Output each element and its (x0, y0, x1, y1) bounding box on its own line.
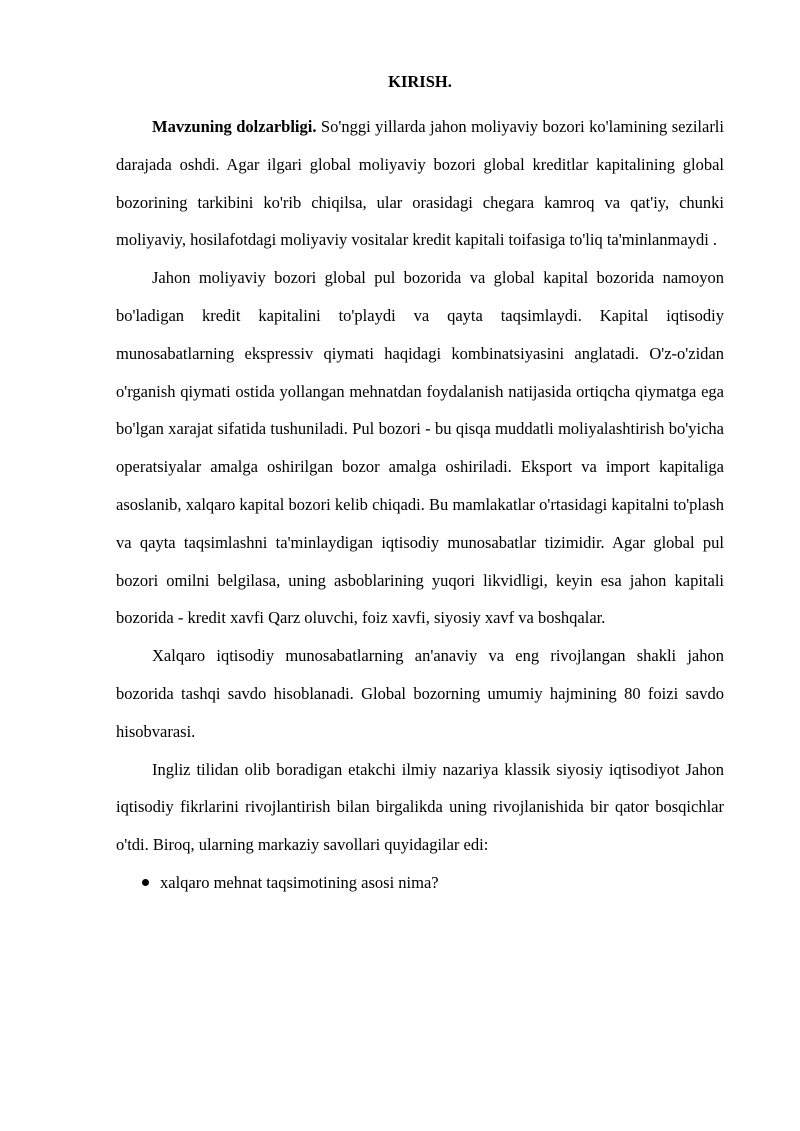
page-title: KIRISH. (388, 72, 452, 91)
paragraph-lead-heading: Mavzuning dolzarbligi. (152, 117, 317, 136)
paragraph-relevance (116, 108, 724, 259)
list-item-text: xalqaro mehnat taqsimotining asosi nima? (160, 872, 439, 892)
paragraph-classical-theory: Ingliz tilidan olib boradigan etakchi ilmiy nazariya klassik siyosiy iqtisodiyot Jahon iqtisodiy fikrlarini rivojlantirish bilan birgalikda uning rivojlanishida bir qator bosqichlar o'tdi. Biroq, ularning markaziy savollari quyidagilar edi: (116, 759, 724, 855)
paragraph-foreign-trade: Xalqaro iqtisodiy munosabatlarning an'anaviy va eng rivojlangan shakli jahon bozorida tashqi savdo hisoblanadi. Global bozorning umumiy hajmining 80 foizi savdo hisobvarasi. (116, 646, 724, 741)
document-page (116, 72, 724, 902)
list-item (116, 864, 724, 902)
bullet-list (116, 864, 724, 902)
bullet-icon (142, 879, 149, 886)
paragraph-financial-market: Jahon moliyaviy bozori global pul bozorida va global kapital bozorida namoyon bo'ladigan kredit kapitalini to'playdi va qayta taqsimlaydi. Kapital iqtisodiy munosabatlarning ekspressiv qiymati haqidagi kombinatsiyasini anglatadi. O'z-o'zidan o'rganish qiymati ostida yollangan mehnatdan foydalanish natijasida ortiqcha qiymatga ega bo'lgan xarajat sifatida tushuniladi. Pul bozori - bu qisqa muddatli moliyalashtirish bo'yicha operatsiyalar amalga oshirilgan bozor amalga oshiriladi. Eksport va import kapitaliga asoslanib, xalqaro kapital bozori kelib chiqadi. Bu mamlakatlar o'rtasidagi kapitalni to'plash va qayta taqsimlashni ta'minlaydigan iqtisodiy munosabatlar tizimidir. Agar global pul bozori omilni belgilasa, uning asboblarining yuqori likvidligi, keyin esa jahon kapitali bozorida - kredit xavfi Qarz oluvchi, foiz xavfi, siyosiy xavf va boshqalar. (116, 268, 724, 628)
paragraph-text: So'nggi yillarda jahon moliyaviy bozori ko'lamining sezilarli darajada oshdi. Agar ilgari global moliyaviy bozori global kreditlar kapitalining global bozorining tarkibini ko'rib chiqilsa, ular orasidagi chegara kamroq va qat'iy, chunki moliyaviy, hosilafotdagi moliyaviy vositalar kredit kapitali toifasiga to'liq ta'minlanmaydi . (116, 117, 724, 250)
